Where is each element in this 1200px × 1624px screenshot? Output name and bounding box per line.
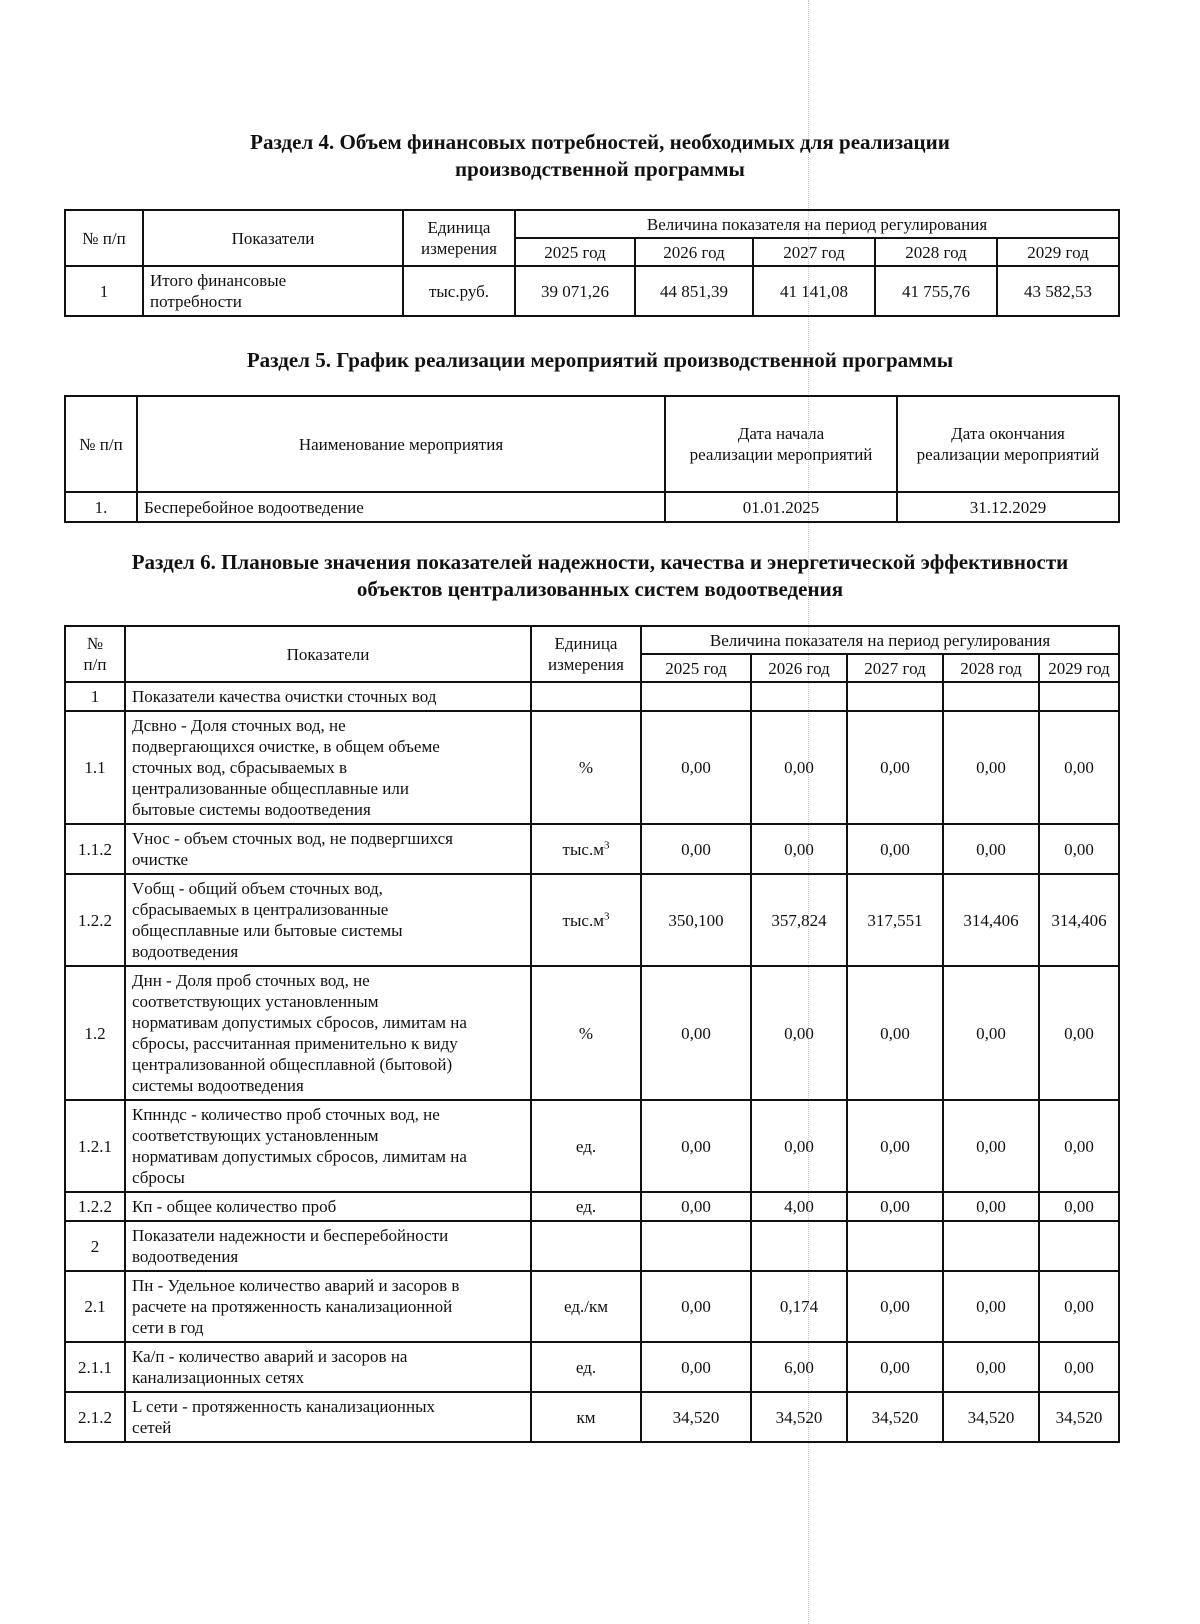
row-name-line: Ка/п - количество аварий и засоров на: [132, 1347, 408, 1366]
row-value: 0,00: [847, 1342, 943, 1392]
table-row: [65, 1271, 1119, 1342]
row-name-line: подвергающихся очистке, в общем объеме: [132, 737, 440, 756]
row-value: 0,00: [943, 966, 1039, 1100]
row-unit: [531, 1192, 641, 1221]
row-name: [125, 1342, 531, 1392]
table-row: [65, 966, 1119, 1100]
row-value: 0,00: [641, 1342, 751, 1392]
header-indicator: Показатели: [125, 626, 531, 682]
header-end-line2: реализации мероприятий: [916, 445, 1100, 464]
row-num: 1: [65, 682, 125, 711]
row-unit-text: ед.: [575, 1136, 597, 1156]
table-row: [65, 682, 1119, 711]
row-num: 2.1.2: [65, 1392, 125, 1442]
row-value: 0,00: [1039, 711, 1119, 824]
row-value: [1039, 682, 1119, 711]
row-value: 34,520: [847, 1392, 943, 1442]
header-start-line1: Дата начала: [737, 424, 825, 443]
row-unit: [531, 1271, 641, 1342]
table-header-row: [65, 396, 1119, 492]
row-name-line: централизованной общесплавной (бытовой): [132, 1055, 453, 1074]
row-name-line: Кпнндс - количество проб сточных вод, не: [132, 1105, 440, 1124]
row-value: 0,00: [641, 966, 751, 1100]
row-num: 1.2: [65, 966, 125, 1100]
header-year: 2025 год: [641, 654, 751, 682]
row-value: 0,00: [641, 1271, 751, 1342]
row-value: 0,00: [751, 966, 847, 1100]
row-value: 0,00: [641, 824, 751, 874]
row-name-line: сточных вод, сбрасываемых в: [132, 758, 347, 777]
header-year: 2029 год: [1039, 654, 1119, 682]
row-name: [125, 1392, 531, 1442]
row-num: 2.1.1: [65, 1342, 125, 1392]
header-year: 2026 год: [751, 654, 847, 682]
row-num: 1: [65, 266, 143, 316]
header-end-line1: Дата окончания: [951, 424, 1065, 443]
table-row: [65, 824, 1119, 874]
row-name-line: Пн - Удельное количество аварий и засоров в: [132, 1276, 460, 1295]
header-indicator: Показатели: [143, 210, 403, 266]
row-value: 0,00: [943, 1100, 1039, 1192]
row-name-line: потребности: [150, 292, 242, 311]
row-unit-text: ед.: [575, 1197, 597, 1216]
row-unit-text: ед.: [575, 1357, 597, 1377]
header-unit: [403, 210, 515, 266]
row-name-line: общесплавные или бытовые системы: [132, 921, 403, 940]
row-value: 34,520: [1039, 1392, 1119, 1442]
header-year: 2029 год: [997, 238, 1119, 266]
row-num: 1.2.2: [65, 1192, 125, 1221]
row-value: 0,174: [751, 1271, 847, 1342]
row-unit: [531, 1392, 641, 1442]
row-name-line: Днн - Доля проб сточных вод, не: [132, 971, 370, 990]
table-row: [65, 874, 1119, 966]
header-period: Величина показателя на период регулирования: [515, 210, 1119, 238]
row-name: [125, 711, 531, 824]
row-name: [125, 1271, 531, 1342]
row-name-line: водоотведения: [132, 1247, 239, 1266]
row-name-line: Дсвно - Доля сточных вод, не: [132, 716, 346, 735]
row-name-line: сети в год: [132, 1318, 204, 1337]
table-row: [65, 1392, 1119, 1442]
header-period: Величина показателя на период регулирования: [641, 626, 1119, 654]
row-name: [143, 266, 403, 316]
row-name-line: соответствующих установленным: [132, 992, 379, 1011]
table-row: [65, 1192, 1119, 1221]
row-value: [847, 682, 943, 711]
header-end-date: [897, 396, 1119, 492]
row-name: [125, 1192, 531, 1221]
row-unit: [531, 1221, 641, 1271]
row-name: [125, 1100, 531, 1192]
row-value: 0,00: [1039, 1100, 1119, 1192]
row-unit-text: %: [578, 1023, 594, 1043]
row-unit: [531, 966, 641, 1100]
row-name-line: сбрасываемых в централизованные: [132, 900, 389, 919]
row-value: [641, 1221, 751, 1271]
financial-needs-table: [64, 209, 1120, 317]
row-value: 39 071,26: [515, 266, 635, 316]
row-name-line: централизованные общесплавные или: [132, 779, 409, 798]
row-value: 0,00: [641, 1192, 751, 1221]
row-value: 0,00: [847, 1100, 943, 1192]
row-unit: [531, 824, 641, 874]
row-value: [943, 1221, 1039, 1271]
header-num-line2: п/п: [83, 655, 107, 674]
table-row: [65, 1221, 1119, 1271]
header-name: Наименование мероприятия: [137, 396, 665, 492]
header-unit-line2: измерения: [548, 655, 624, 674]
row-value: 0,00: [1039, 1271, 1119, 1342]
row-unit-superscript: 3: [603, 838, 610, 851]
row-num: 2: [65, 1221, 125, 1271]
row-name-line: соответствующих установленным: [132, 1126, 379, 1145]
row-unit-text: %: [578, 758, 594, 777]
section5-title: Раздел 5. График реализации мероприятий производственной программы: [246, 348, 954, 372]
row-num: 1.: [65, 492, 137, 522]
row-num: 1.2.2: [65, 874, 125, 966]
section6-title: [0, 549, 1200, 603]
row-value: [943, 682, 1039, 711]
table-row: [65, 266, 1119, 316]
row-value: 0,00: [943, 1192, 1039, 1221]
indicators-table-body: [65, 682, 1119, 1442]
row-name-line: нормативам допустимых сбросов, лимитам на: [132, 1147, 467, 1166]
row-value: 350,100: [641, 874, 751, 966]
row-value: [847, 1221, 943, 1271]
header-unit: [531, 626, 641, 682]
row-unit: [531, 711, 641, 824]
header-year: 2025 год: [515, 238, 635, 266]
header-year: 2028 год: [875, 238, 997, 266]
row-name-line: сетей: [132, 1418, 172, 1437]
row-name-line: Vобщ - общий объем сточных вод,: [132, 879, 383, 898]
row-name-line: водоотведения: [132, 942, 239, 961]
row-name-line: сбросы: [132, 1168, 185, 1187]
row-unit-text: ед./км: [564, 1297, 608, 1316]
row-num: 1.2.1: [65, 1100, 125, 1192]
row-name: [125, 966, 531, 1100]
row-value: 0,00: [943, 824, 1039, 874]
row-name: [125, 682, 531, 711]
row-unit-superscript: 3: [603, 909, 610, 922]
header-start-line2: реализации мероприятий: [689, 445, 873, 464]
row-value: 0,00: [847, 824, 943, 874]
row-name-line: канализационных сетях: [132, 1368, 305, 1387]
row-name: [125, 1221, 531, 1271]
row-name-line: сбросы, рассчитанная применительно к виду: [132, 1034, 458, 1053]
indicators-table: [64, 625, 1120, 1443]
row-num: 1.1.2: [65, 824, 125, 874]
row-value: 34,520: [943, 1392, 1039, 1442]
table-row: [65, 1342, 1119, 1392]
row-name-line: нормативам допустимых сбросов, лимитам на: [132, 1013, 467, 1032]
row-name-line: L сети - протяженность канализационных: [132, 1397, 436, 1416]
row-value: 0,00: [751, 711, 847, 824]
row-unit: [531, 874, 641, 966]
row-name-line: Итого финансовые: [150, 271, 287, 290]
row-value: [751, 1221, 847, 1271]
table-header-row: [65, 626, 1119, 654]
row-num: 1.1: [65, 711, 125, 824]
row-value: 6,00: [751, 1342, 847, 1392]
header-num: [65, 626, 125, 682]
header-num: № п/п: [65, 396, 137, 492]
row-value: 357,824: [751, 874, 847, 966]
row-start-date: 01.01.2025: [665, 492, 897, 522]
row-value: 0,00: [1039, 824, 1119, 874]
header-year: 2027 год: [847, 654, 943, 682]
header-num-line1: №: [86, 634, 104, 653]
row-value: 44 851,39: [635, 266, 753, 316]
row-value: 314,406: [1039, 874, 1119, 966]
row-value: 0,00: [943, 1271, 1039, 1342]
row-value: 43 582,53: [997, 266, 1119, 316]
schedule-table: [64, 395, 1120, 523]
row-value: 0,00: [641, 711, 751, 824]
row-name-line: Vнос - объем сточных вод, не подвергшихся: [132, 829, 453, 848]
row-value: 41 141,08: [753, 266, 875, 316]
header-year: 2026 год: [635, 238, 753, 266]
row-unit-text: тыс.м: [562, 839, 604, 859]
row-value: 41 755,76: [875, 266, 997, 316]
row-name-line: Показатели качества очистки сточных вод: [132, 687, 437, 706]
row-value: 0,00: [751, 824, 847, 874]
row-value: 0,00: [847, 711, 943, 824]
row-unit-text: км: [576, 1407, 596, 1427]
section4-title-line2: производственной программы: [455, 157, 745, 181]
table-row: [65, 1100, 1119, 1192]
row-end-date: 31.12.2029: [897, 492, 1119, 522]
row-value: 0,00: [847, 966, 943, 1100]
header-start-date: [665, 396, 897, 492]
header-year: 2027 год: [753, 238, 875, 266]
row-name-line: расчете на протяженность канализационной: [132, 1297, 453, 1316]
table-header-row: [65, 210, 1119, 238]
row-unit: [531, 1342, 641, 1392]
row-value: 0,00: [641, 1100, 751, 1192]
row-value: 34,520: [751, 1392, 847, 1442]
row-value: 0,00: [1039, 966, 1119, 1100]
row-value: 0,00: [943, 1342, 1039, 1392]
header-unit-line2: измерения: [421, 239, 497, 258]
section6-title-line1: Раздел 6. Плановые значения показателей надежности, качества и энергетической эффективности: [131, 550, 1069, 574]
row-name-line: очистке: [132, 850, 189, 869]
row-value: [641, 682, 751, 711]
row-value: 314,406: [943, 874, 1039, 966]
row-value: 34,520: [641, 1392, 751, 1442]
row-unit: [531, 1100, 641, 1192]
row-value: 0,00: [751, 1100, 847, 1192]
row-value: [1039, 1221, 1119, 1271]
row-name: Бесперебойное водоотведение: [137, 492, 665, 522]
section6-title-line2: объектов централизованных систем водоотведения: [356, 577, 844, 601]
row-unit-text: тыс.м: [562, 910, 604, 930]
row-name-line: системы водоотведения: [132, 1076, 304, 1095]
row-name: [125, 824, 531, 874]
row-name-line: бытовые системы водоотведения: [132, 800, 371, 819]
header-unit-line1: Единица: [554, 634, 618, 653]
section4-title-line1: Раздел 4. Объем финансовых потребностей, необходимых для реализации: [250, 130, 950, 154]
header-unit-line1: Единица: [427, 218, 491, 237]
table-row: [65, 711, 1119, 824]
row-unit: тыс.руб.: [403, 266, 515, 316]
row-value: 4,00: [751, 1192, 847, 1221]
table-row: [65, 492, 1119, 522]
row-unit: [531, 682, 641, 711]
row-value: [751, 682, 847, 711]
row-value: 0,00: [847, 1192, 943, 1221]
row-value: 0,00: [1039, 1342, 1119, 1392]
row-name: [125, 874, 531, 966]
header-num: № п/п: [65, 210, 143, 266]
row-name-line: Кп - общее количество проб: [132, 1197, 337, 1216]
header-year: 2028 год: [943, 654, 1039, 682]
row-num: 2.1: [65, 1271, 125, 1342]
section4-title: [0, 129, 1200, 183]
row-value: 0,00: [847, 1271, 943, 1342]
row-name-line: Показатели надежности и бесперебойности: [132, 1226, 449, 1245]
row-value: 0,00: [1039, 1192, 1119, 1221]
row-value: 317,551: [847, 874, 943, 966]
row-value: 0,00: [943, 711, 1039, 824]
